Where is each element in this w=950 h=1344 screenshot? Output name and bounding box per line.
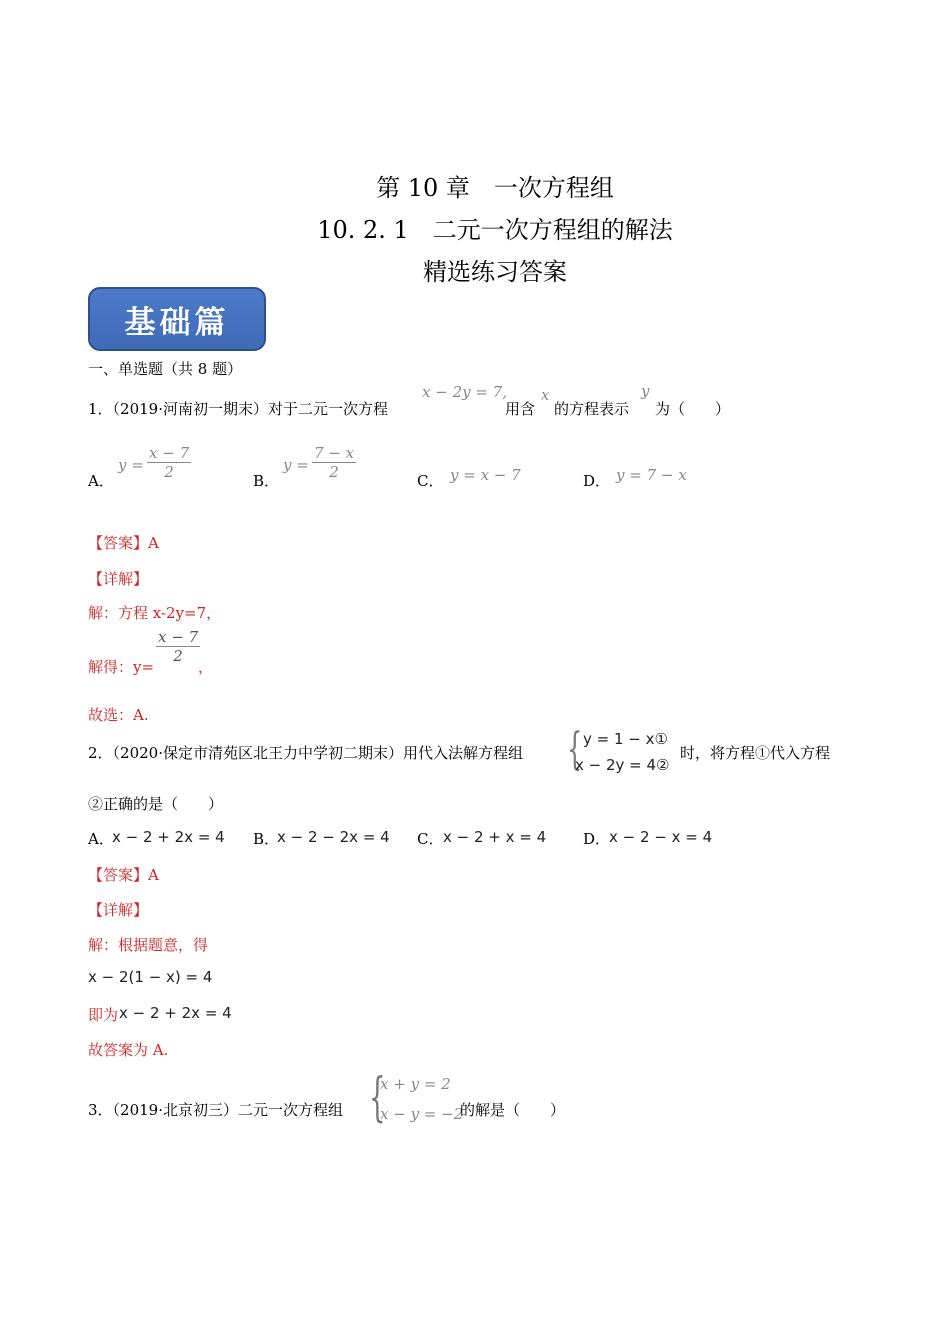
- q2-stem-suffix: 时，将方程①代入方程: [680, 744, 831, 762]
- q1-answer: 【答案】A: [88, 534, 159, 552]
- q1-option-d-expr: y = 7 − x: [616, 466, 687, 484]
- q1-option-b-num: 7 − x: [314, 444, 355, 462]
- q2-solution-step-2-prefix: 即为: [88, 1006, 119, 1024]
- q2-option-c-label: C．: [417, 830, 444, 848]
- q1-option-b-den: 2: [329, 463, 339, 481]
- q1-option-a-label: A．: [88, 472, 114, 490]
- q1-solution-fraction: [156, 628, 200, 665]
- q2-solution-step-1: x − 2(1 − x) = 4: [88, 968, 213, 986]
- subtitle: 精选练习答案: [423, 258, 567, 286]
- q1-mid2: 的方程表示: [554, 400, 630, 418]
- q1-mid: 用含: [505, 400, 536, 418]
- q2-solution-step-2: x − 2 + 2x = 4: [119, 1004, 232, 1022]
- q2-option-b-expr: x − 2 − 2x = 4: [277, 828, 390, 846]
- q1-solution-line-2-suffix: ，: [198, 658, 214, 676]
- q3-system-eq1: x + y = 2: [380, 1075, 451, 1093]
- q2-option-d-label: D．: [583, 830, 611, 848]
- q2-solution-line-1: 解：根据题意，得: [88, 936, 209, 954]
- q1-solution-line-2: 解得：y=: [88, 658, 155, 676]
- q1-conclusion: 故选：A.: [88, 706, 149, 724]
- q1-var-y: y: [641, 382, 650, 400]
- q1-option-d-label: D．: [583, 472, 611, 490]
- chapter-title: 第 10 章 一次方程组: [376, 174, 614, 202]
- section-title: 10. 2. 1 二元一次方程组的解法: [317, 216, 673, 244]
- q3-system-brace: {: [369, 1068, 386, 1128]
- q2-answer: 【答案】A: [88, 866, 159, 884]
- q1-option-a-fraction: [147, 444, 191, 481]
- q1-option-b-lhs: y =: [283, 456, 309, 474]
- q1-solution-num: x − 7: [158, 628, 199, 646]
- q2-system-eq2: x − 2y = 4②: [575, 756, 670, 774]
- q1-option-c-label: C．: [417, 472, 444, 490]
- q1-suffix: 为（ ）: [655, 400, 731, 418]
- q2-option-c-expr: x − 2 + x = 4: [443, 828, 547, 846]
- q1-var-x: x: [541, 386, 550, 404]
- q1-option-b-fraction: [312, 444, 356, 481]
- q2-option-a-label: A．: [88, 830, 114, 848]
- q2-option-a-expr: x − 2 + 2x = 4: [112, 828, 225, 846]
- q1-stem: 1．（2019·河南初一期末）对于二元一次方程: [88, 400, 388, 418]
- q2-conclusion: 故答案为 A.: [88, 1041, 169, 1059]
- q2-stem: 2．（2020·保定市清苑区北王力中学初二期末）用代入法解方程组: [88, 744, 523, 762]
- q1-detail-label: 【详解】: [88, 570, 149, 588]
- q1-option-a-num: x − 7: [149, 444, 190, 462]
- level-badge: 基础篇: [88, 287, 266, 351]
- q1-option-c-expr: y = x − 7: [450, 466, 521, 484]
- q1-option-a-lhs: y =: [118, 456, 144, 474]
- q2-detail-label: 【详解】: [88, 901, 149, 919]
- q2-stem-line-2: ②正确的是（ ）: [88, 795, 224, 813]
- q3-system-eq2: x − y = −2: [380, 1105, 464, 1123]
- q1-option-b-label: B．: [253, 472, 280, 490]
- q2-system-eq1: y = 1 − x①: [583, 730, 668, 748]
- q2-option-b-label: B．: [253, 830, 280, 848]
- q1-solution-line-1: 解：方程 x-2y=7，: [88, 604, 222, 622]
- q1-equation: x − 2y = 7,: [422, 383, 507, 401]
- q1-solution-den: 2: [173, 647, 183, 665]
- q1-option-a-den: 2: [164, 463, 174, 481]
- q2-system-brace: {: [567, 724, 583, 775]
- section-heading: 一、单选题（共 8 题）: [88, 360, 243, 378]
- q2-option-d-expr: x − 2 − x = 4: [609, 828, 713, 846]
- q3-stem: 3．（2019·北京初三）二元一次方程组: [88, 1101, 343, 1119]
- q3-stem-suffix: 的解是（ ）: [460, 1101, 566, 1119]
